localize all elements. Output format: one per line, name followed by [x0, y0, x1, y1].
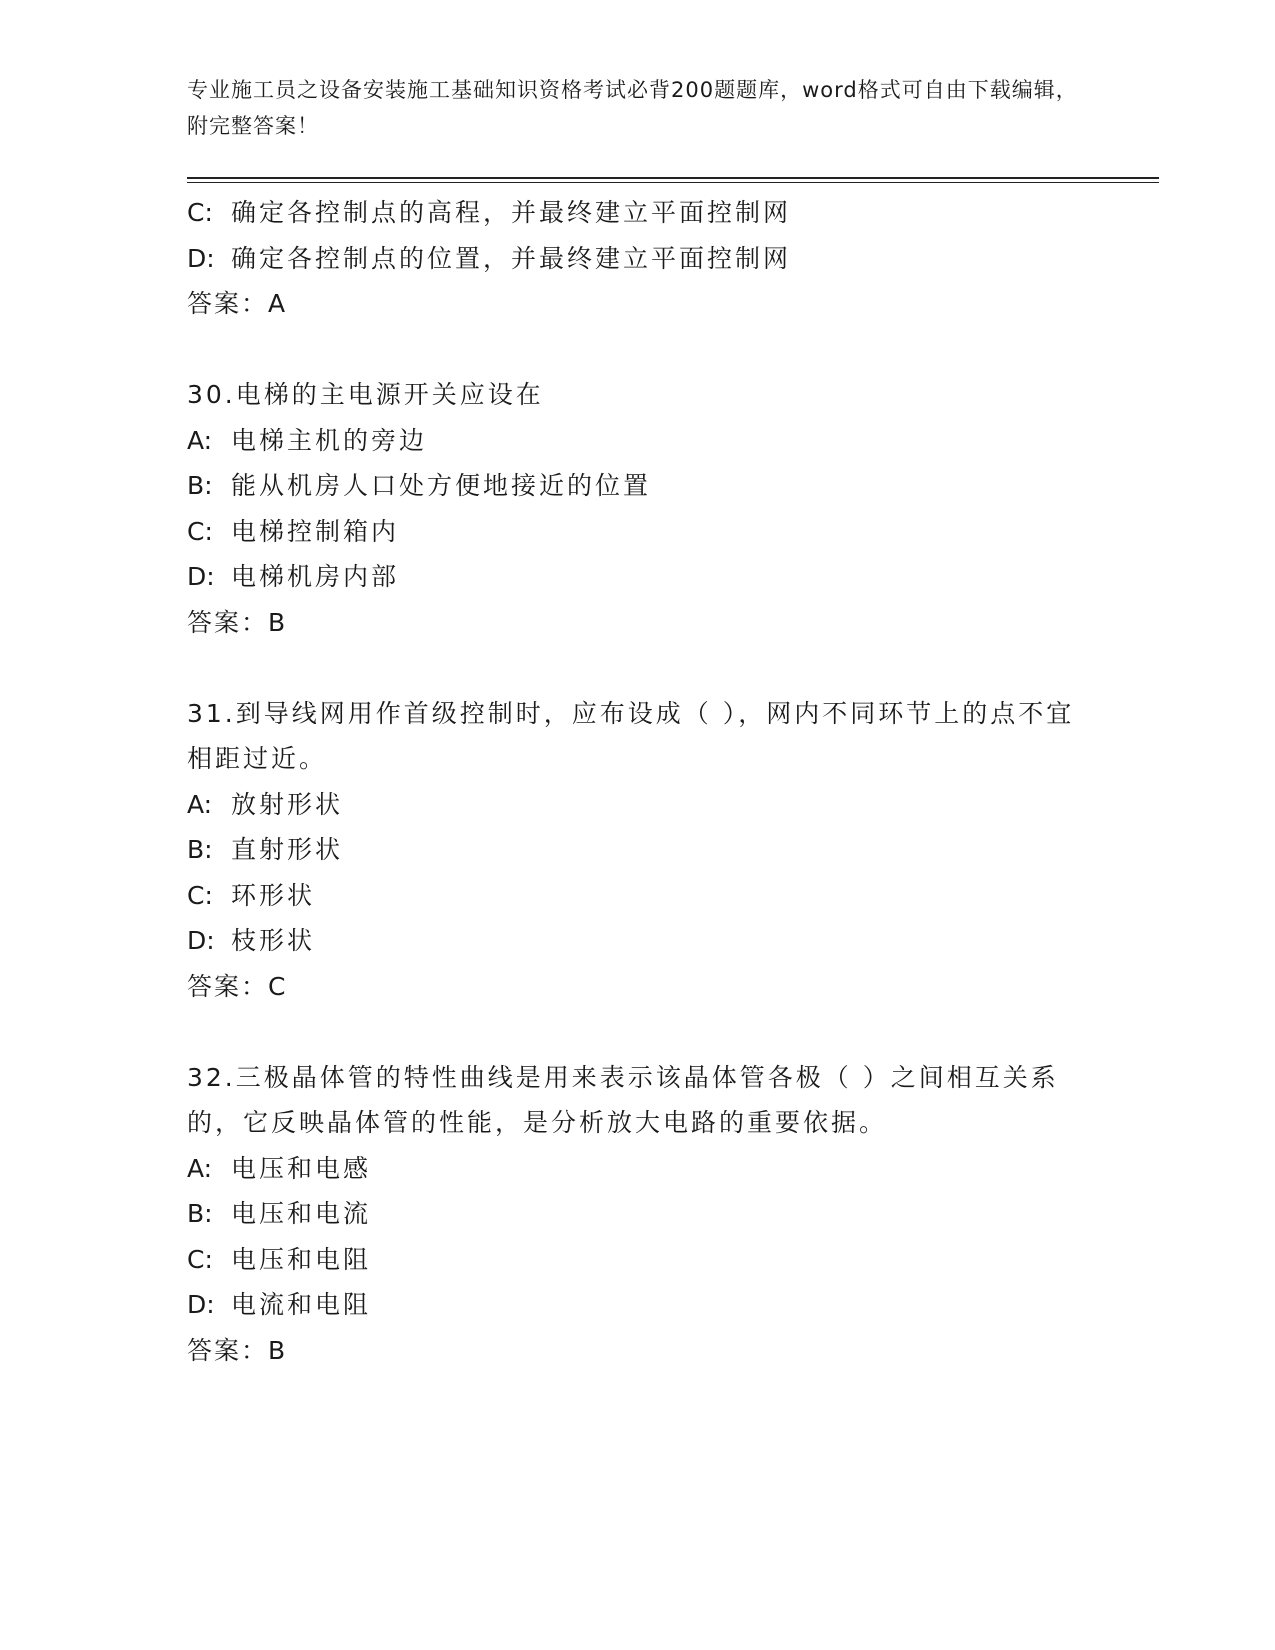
option-key: D: [187, 562, 215, 591]
answer: 答案：C [187, 971, 288, 1001]
option-key: D: [187, 243, 215, 273]
option-text: 电梯控制箱内 [231, 516, 400, 546]
option-text: 直射形状 [231, 835, 344, 864]
option-row [187, 236, 1087, 282]
option-key: B: [187, 1199, 213, 1228]
option-text: 枝形状 [231, 926, 316, 955]
header-divider-thick [187, 177, 1159, 179]
answer: 答案：B [187, 607, 288, 637]
option-row [187, 782, 1087, 828]
spacer [187, 1009, 1087, 1055]
option-key: B: [187, 471, 213, 500]
option-row [187, 1282, 1087, 1328]
question-stem: 30.电梯的主电源开关应设在 [187, 380, 544, 409]
option-key: B: [187, 835, 213, 864]
option-text: 电梯机房内部 [231, 562, 400, 591]
question-31 [187, 691, 1087, 1010]
option-text: 电压和电流 [231, 1199, 372, 1228]
question-32 [187, 1055, 1087, 1374]
question-continued [187, 190, 1087, 327]
option-key: C: [187, 880, 213, 910]
option-row [187, 827, 1087, 873]
option-row [187, 190, 1087, 236]
option-row [187, 554, 1087, 600]
option-text: 电流和电阻 [231, 1290, 372, 1319]
option-row [187, 509, 1087, 555]
option-key: D: [187, 926, 215, 955]
option-row [187, 1191, 1087, 1237]
option-text: 能从机房人口处方便地接近的位置 [231, 471, 652, 500]
question-list [187, 190, 1087, 1373]
spacer [187, 645, 1087, 691]
question-30 [187, 372, 1087, 645]
answer: 答案：A [187, 289, 288, 318]
option-key: A: [187, 789, 213, 819]
option-key: A: [187, 425, 213, 455]
option-text: 放射形状 [231, 789, 344, 819]
question-stem: 31.到导线网用作首级控制时，应布设成（ ），网内不同环节上的点不宜相距过近。 [187, 698, 1075, 773]
header-title: 专业施工员之设备安装施工基础知识资格考试必背200题题库，word格式可自由下载编辑，附完整答案！ [187, 78, 1078, 138]
option-row [187, 873, 1087, 919]
document-header [187, 72, 1087, 144]
option-row [187, 1237, 1087, 1283]
option-row [187, 463, 1087, 509]
option-row [187, 918, 1087, 964]
option-key: C: [187, 516, 213, 546]
option-row [187, 418, 1087, 464]
option-key: C: [187, 1244, 213, 1274]
answer: 答案：B [187, 1335, 288, 1365]
option-text: 电梯主机的旁边 [231, 425, 428, 455]
header-divider-thin [187, 182, 1159, 183]
option-key: D: [187, 1290, 215, 1319]
option-key: A: [187, 1153, 213, 1183]
option-text: 环形状 [231, 880, 316, 910]
option-row [187, 1146, 1087, 1192]
question-stem: 32.三极晶体管的特性曲线是用来表示该晶体管各极（ ）之间相互关系的，它反映晶体管的性能，是分析放大电路的重要依据。 [187, 1062, 1059, 1137]
option-text: 确定各控制点的高程，并最终建立平面控制网 [231, 198, 792, 227]
option-text: 电压和电阻 [231, 1244, 372, 1274]
option-text: 确定各控制点的位置，并最终建立平面控制网 [231, 243, 792, 273]
option-key: C: [187, 198, 213, 227]
option-text: 电压和电感 [231, 1153, 372, 1183]
spacer [187, 327, 1087, 373]
